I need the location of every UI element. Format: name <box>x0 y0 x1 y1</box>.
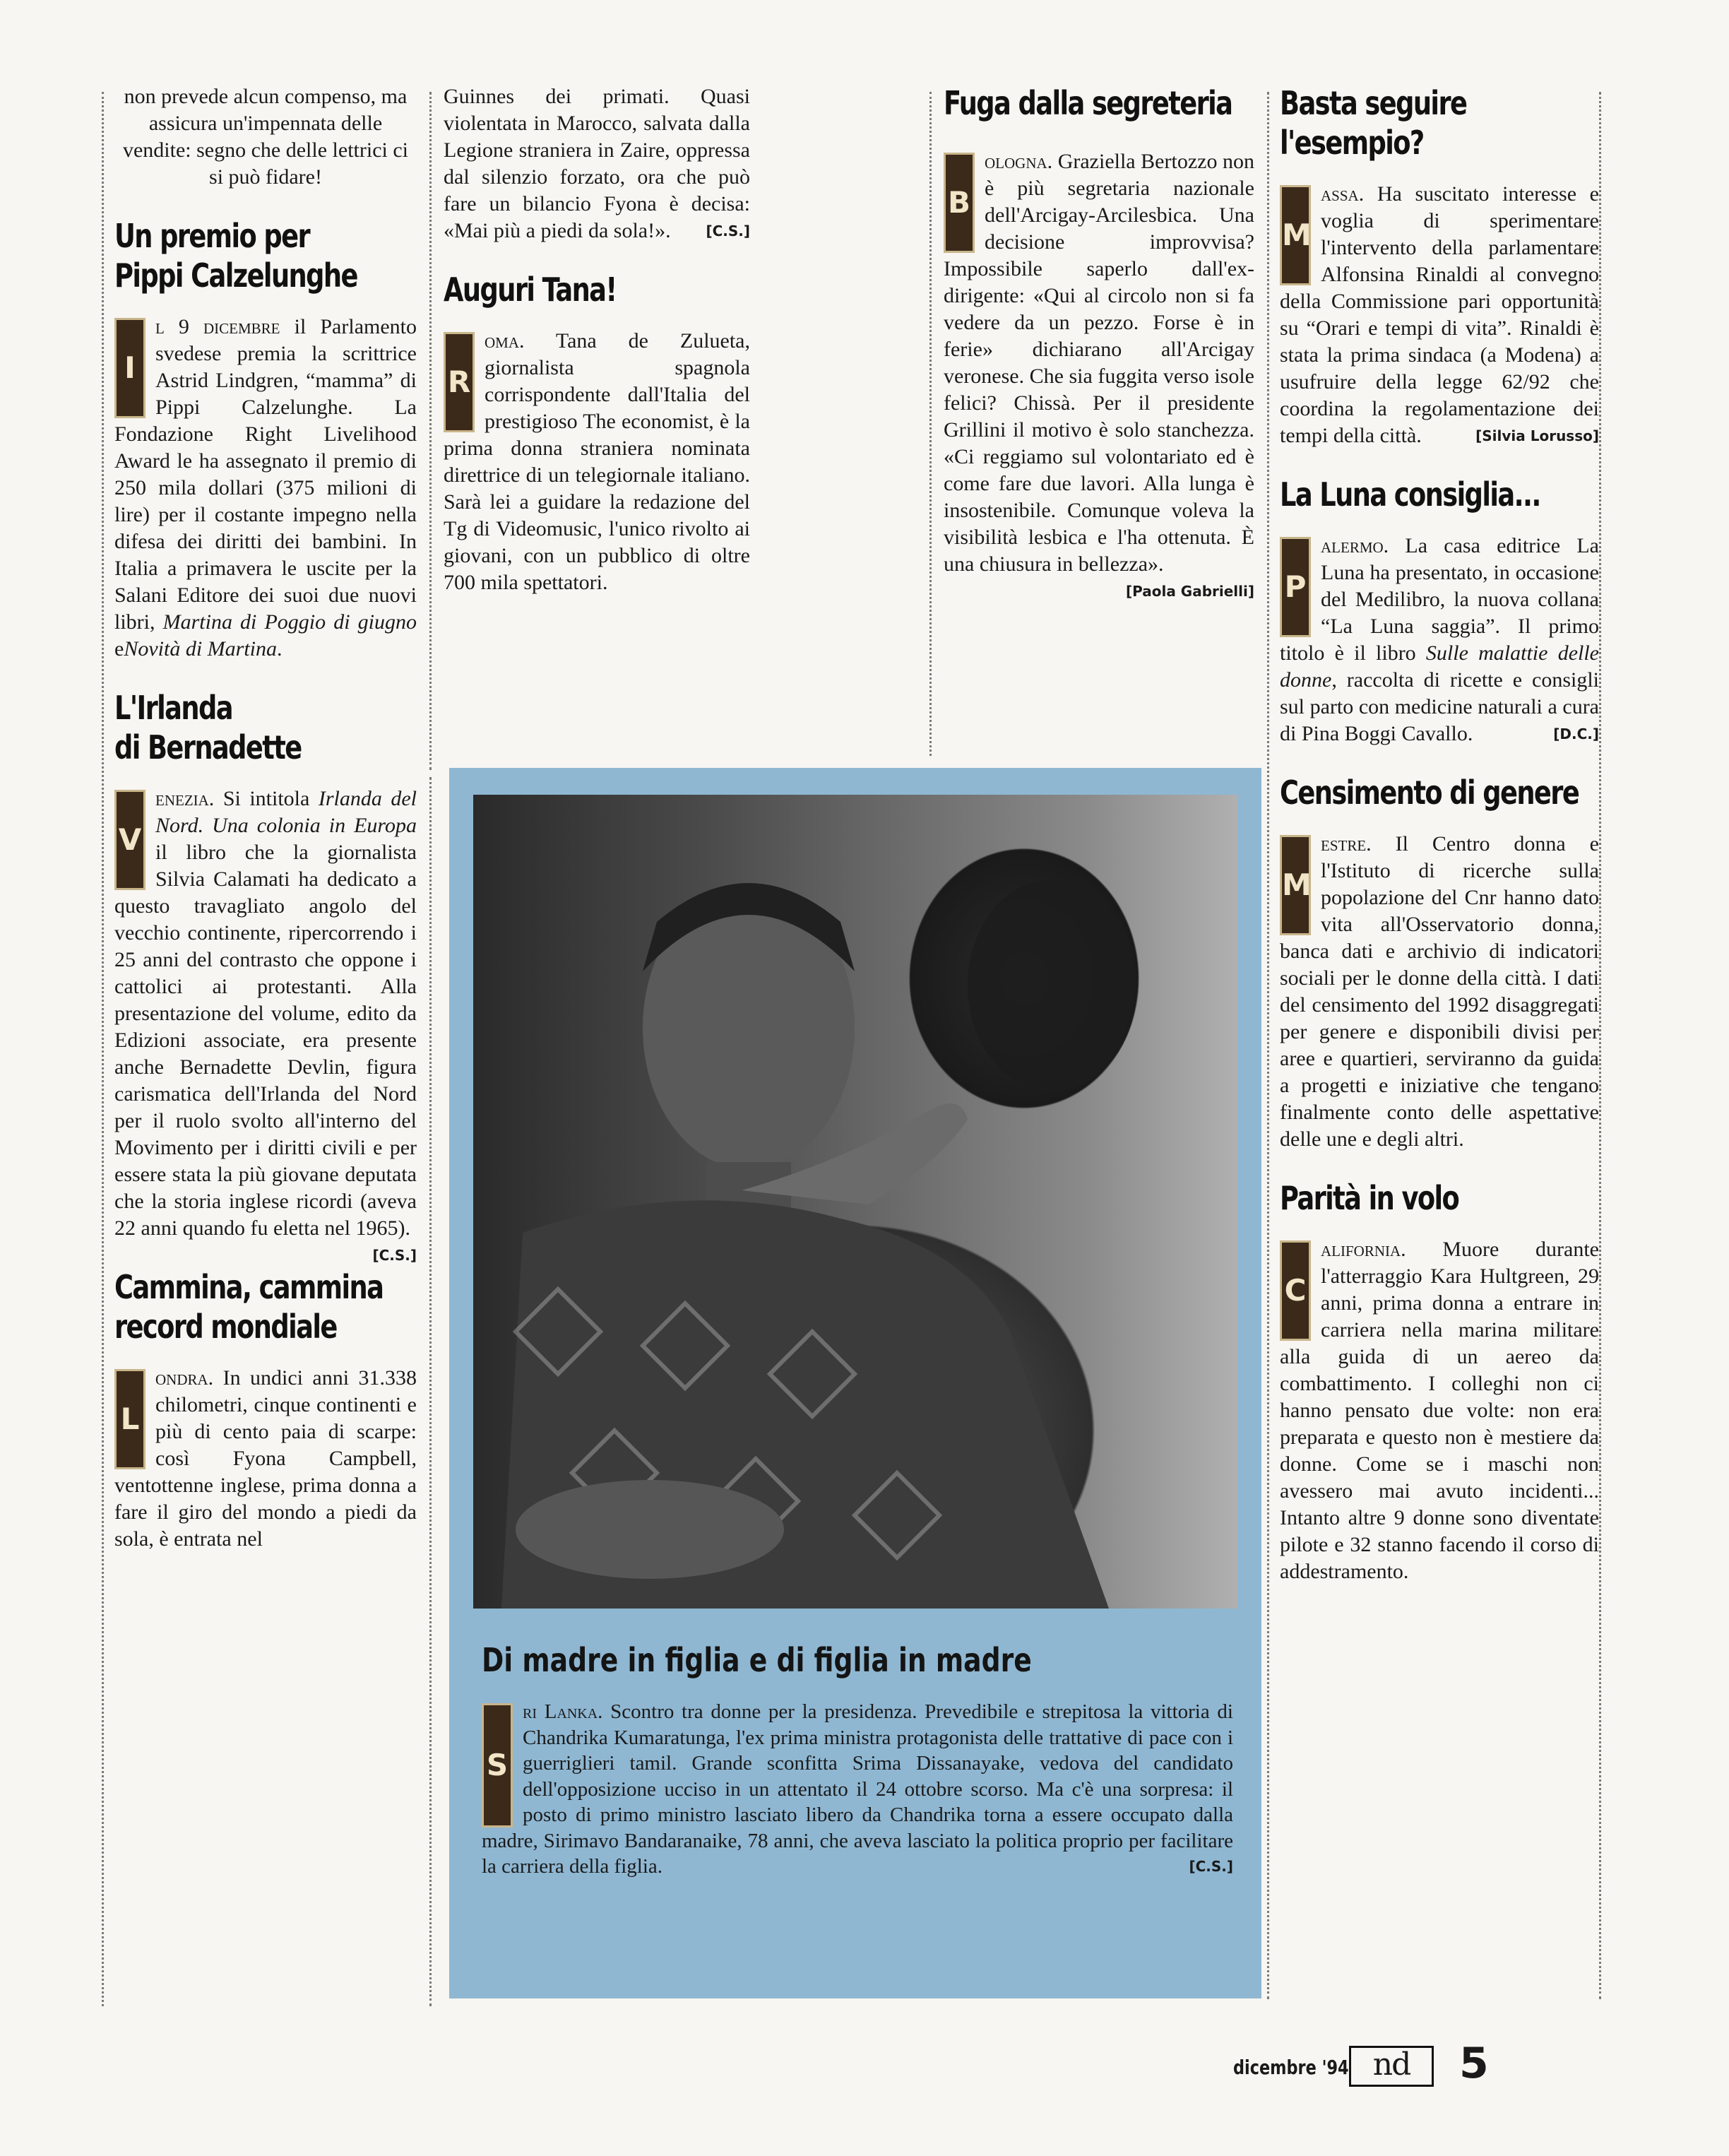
signature: [Paola Gabrielli] <box>1125 583 1254 600</box>
headline-cammina-line1: Cammina, cammina <box>114 1268 384 1306</box>
headline-irlanda-line1: L'Irlanda <box>114 689 232 727</box>
body-text: e <box>114 637 124 661</box>
body-text: , raccolta di ricette e consigli sul parto con medicine naturali a cura di Pina Boggi Cavallo. <box>1280 668 1599 745</box>
column-2 <box>444 83 750 762</box>
book-title: Novità di Martina <box>124 637 277 661</box>
headline-pippi-line2: Pippi Calzelunghe <box>114 256 357 295</box>
article-irlanda-body <box>114 786 417 1264</box>
feature-body <box>482 1699 1233 1880</box>
body-text: Scontro tra donne per la presidenza. Prevedibile e strepitosa la vittoria di Chandrika Kumaratunga, l'ex prima ministra protagonista delle trattative di pace con i guerriglieri tamil. Grande sconfitta Srima Dissanayake, vedova del candidato dell'opposizione ucciso in un attentato il 24 ottobre scorso. Ma c'è una sorpresa: il posto di primo ministro lasciato libero da Chandrika torna a essere occupato dalla madre, Sirimavo Bandaranaike, 78 anni, che aveva lasciato la politica proprio per facilitare la carriera della figlia. <box>482 1700 1233 1878</box>
article-cammina-continuation <box>444 83 750 244</box>
magazine-logo: nd <box>1349 2046 1434 2087</box>
column-rule <box>102 92 104 2006</box>
lead-word: ri Lanka. <box>523 1700 603 1723</box>
body-text: In undici anni 31.338 chilometri, cinque continenti e più di cento paia di scarpe: così Fyona Campbell, ventottenne inglese, prima donna a fare il giro del mondo a piedi da sola, è entrata nel <box>114 1366 417 1551</box>
signature: [C.S.] <box>372 1247 417 1264</box>
drop-cap: B <box>944 153 975 253</box>
headline-fuga: Fuga dalla segreteria <box>944 84 1232 122</box>
body-text: il libro che la giornalista Silvia Calamati ha dedicato a questo travagliato angolo del vecchio continente, ripercorrendo i 25 anni del contrasto che oppone i cattolici ai protestanti. Alla presentazione del volume, edito da Edizioni associate, era presente anche Bernadette Devlin, figura carismatica dell'Irlanda del Nord per il ruolo svolto all'interno del Movimento per i diritti civili e per essere stata la più giovane deputata che la storia inglese ricordi (aveva 22 anni quando fu eletta nel 1965). <box>114 841 417 1240</box>
column-4 <box>1280 83 1599 2064</box>
portrait-illustration <box>473 795 1237 1609</box>
headline-tana: Auguri Tana! <box>444 271 617 309</box>
feature-box <box>449 768 1261 1998</box>
signature: [D.C.] <box>1553 725 1599 742</box>
article-pippi <box>114 216 417 663</box>
body-text: Il Centro donna e l'Istituto di ricerche sulla popolazione del Cnr hanno dato vita all'Osservatorio donna, banca dati e archivio di indicatori sociali per le donne della città. I dati del censimento del 1992 disaggregati per genere e disponibili divisi per aree e quartieri, serviranno da guida a progetti e iniziative che tengano finalmente conto delle aspettative delle une e degli altri. <box>1280 832 1599 1151</box>
body-text: . <box>277 637 283 661</box>
lead-word: assa. <box>1321 182 1365 206</box>
signature: [Silvia Lorusso] <box>1475 427 1599 444</box>
article-tana <box>444 270 750 596</box>
intro-paragraph: non prevede alcun compenso, ma assicura un'impennata delle vendite: segno che delle lettrici ci si può fidare! <box>122 85 408 189</box>
headline-basta-line1: Basta seguire <box>1280 84 1467 122</box>
drop-cap: R <box>444 332 475 432</box>
headline-cammina-line2: record mondiale <box>114 1308 337 1346</box>
book-title: Irlanda del Nord. Una colonia in Europa <box>155 787 417 837</box>
article-parita-body <box>1280 1236 1599 1585</box>
headline-parita: Parità in volo <box>1280 1179 1459 1217</box>
drop-cap: L <box>114 1369 145 1469</box>
body-text: Tana de Zulueta, giornalista spagnola corrispondente dall'Italia del prestigioso The economist, è la prima donna straniera nominata direttrice di un telegiornale italiano. Sarà lei a guidare la redazione del Tg di Videomusic, l'unico rivolto ai giovani, con un pubblico di oltre 700 mila spettatori. <box>444 329 750 594</box>
column-rule <box>429 92 432 770</box>
lead-word: ondra. <box>155 1366 214 1390</box>
article-luna-body <box>1280 533 1599 747</box>
book-title: Martina di Poggio di giugno <box>162 610 417 634</box>
drop-cap: I <box>114 318 145 418</box>
article-cammina-body <box>114 1365 417 1553</box>
headline-censimento: Censimento di genere <box>1280 774 1579 812</box>
article-fuga-body <box>944 148 1254 600</box>
book-title: Sulle malattie delle donne <box>1280 641 1599 692</box>
column-rule <box>929 92 932 756</box>
headline-irlanda-line2: di Bernadette <box>114 728 302 766</box>
article-censimento-body <box>1280 831 1599 1153</box>
headline-pippi-line1: Un premio per <box>114 217 310 255</box>
headline-basta-line2: l'esempio? <box>1280 124 1424 162</box>
body-text: Graziella Bertozzo non è più segretaria nazionale dell'Arcigay-Arcilesbica. Una decisione improvvisa? Impossibile saperlo dall'ex-dirigente: «Qui al circolo non si fa vedere da un pezzo. Forse è in ferie» dichiarano all'Arcigay veronese. Che sia fuggita verso isole felici? Chissà. Per il presidente Grillini il motivo è solo stanchezza. «Ci reggiamo sul volontariato ed è come fare due lavori. Alla lunga è insostenibile. Comunque voleva la visibilità lesbica e l'ha ottenuta. È una chiusura in bellezza». <box>944 150 1254 576</box>
lead-word: alifornia. <box>1321 1238 1406 1261</box>
drop-cap: M <box>1280 185 1311 285</box>
column-3 <box>944 83 1254 762</box>
article-cammina <box>114 1267 417 1553</box>
headline-luna: La Luna consiglia... <box>1280 475 1540 514</box>
drop-cap: V <box>114 790 145 890</box>
lead-word: ologna. <box>985 150 1053 173</box>
lead-word: alermo. <box>1321 534 1389 557</box>
article-basta <box>1280 83 1599 449</box>
signature: [C.S.] <box>1189 1858 1233 1875</box>
feature-headline: Di madre in figlia e di figlia in madre <box>482 1641 1032 1679</box>
drop-cap: S <box>482 1703 513 1828</box>
drop-cap: M <box>1280 835 1311 935</box>
body-text: Si intitola <box>214 787 319 810</box>
lead-word: estre. <box>1321 832 1372 855</box>
article-pippi-body <box>114 314 417 663</box>
feature-photo <box>473 795 1237 1609</box>
drop-cap: C <box>1280 1240 1311 1341</box>
column-rule <box>1599 92 1601 1999</box>
body-text: Muore durante l'atterraggio Kara Hultgreen, 29 anni, prima donna a entrare in carriera nella marina militare alla guida di un aereo da combattimento. I colleghi non ci hanno pensato due volte: non era preparata e questo non è mestiere da donne. Come se i maschi non avessero mai avuto incidenti... Intanto altre 9 donne sono diventate pilote e 32 stanno facendo il corso di addestramento. <box>1280 1238 1599 1583</box>
column-rule <box>1267 92 1269 1999</box>
column-rule <box>429 777 432 2006</box>
page-number: 5 <box>1459 2039 1489 2088</box>
article-parita <box>1280 1178 1599 1585</box>
article-tana-body <box>444 328 750 596</box>
lead-word: l 9 dicembre <box>155 315 280 338</box>
article-luna <box>1280 475 1599 747</box>
article-basta-body <box>1280 181 1599 449</box>
article-censimento <box>1280 773 1599 1153</box>
body-text: il Parlamento svedese premia la scrittrice Astrid Lindgren, “mamma” di Pippi Calzelunghe. La Fondazione Right Livelihood Award le ha assegnato il premio di 250 mila dollari (375 milioni di lire) per il costante impegno nella difesa dei diritti dei bambini. In Italia a primavera le uscite per la Salani Editore dei suoi due nuovi libri, <box>114 315 417 634</box>
article-fuga <box>944 83 1254 600</box>
feature-text <box>482 1699 1233 1880</box>
drop-cap: P <box>1280 537 1311 637</box>
signature: [C.S.] <box>706 223 750 239</box>
column-1 <box>114 83 417 2064</box>
body-text: Guinnes dei primati. Quasi violentata in Marocco, salvata dalla Legione straniera in Zaire, oppressa dal silenzio forzato, ora che può fare un bilancio Fyona è decisa: «Mai più a piedi da sola!». <box>444 85 750 242</box>
body-text: La casa editrice La Luna ha presentato, in occasione del Medilibro, la nuova collana “La Luna saggia”. Il primo titolo è il libro <box>1280 534 1599 665</box>
article-irlanda <box>114 688 417 1264</box>
lead-word: enezia. <box>155 787 215 810</box>
issue-date: dicembre '94 <box>1233 2056 1349 2079</box>
lead-word: oma. <box>485 329 525 353</box>
body-text: Ha suscitato interesse e voglia di sperimentare l'intervento della parlamentare Alfonsina Rinaldi al convegno della Commissione pari opportunità su “Orari e tempi di vita”. Rinaldi è stata la prima sindaca (a Modena) a usufruire della legge 62/92 che coordina la regolamentazione dei tempi della città. <box>1280 182 1599 447</box>
